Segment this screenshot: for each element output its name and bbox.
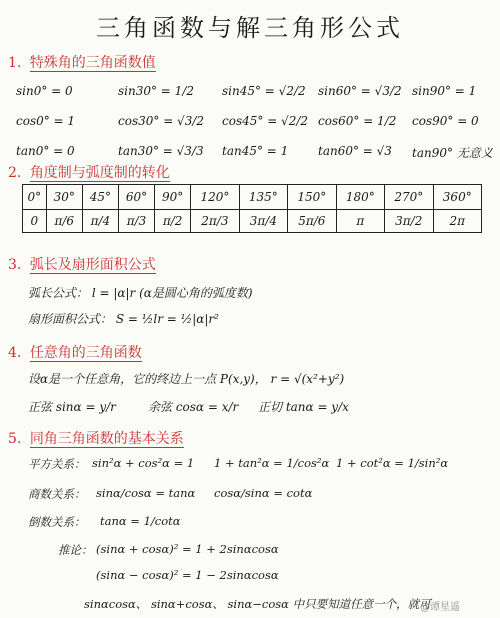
section-2-number: 2. xyxy=(8,165,22,181)
square-relation-2: 1 + tan²α = 1/cos²α xyxy=(214,456,330,470)
tan-60: tan60° = √3 xyxy=(318,144,392,158)
rad-cell: 0 xyxy=(23,210,47,233)
any-angle-definition: 设α是一个任意角，它的终边上一点 P(x,y)， r = √(x²+y²) xyxy=(28,372,345,386)
inference-2: (sinα − cosα)² = 1 − 2sinαcosα xyxy=(96,568,279,582)
rad-cell: π/4 xyxy=(82,210,118,233)
deg-cell: 360° xyxy=(433,185,482,210)
section-5-title: 同角三角函数的基本关系 xyxy=(29,431,184,447)
arc-length-formula: 弧长公式： l = |α|r (α是圆心角的弧度数) xyxy=(28,286,253,300)
cos-90: cos90° = 0 xyxy=(412,114,479,128)
section-3-title: 弧长及扇形面积公式 xyxy=(29,257,156,273)
deg-cell: 180° xyxy=(336,185,384,210)
rad-cell: 5π/6 xyxy=(288,210,336,233)
cosine-definition: 余弦 cosα = x/r xyxy=(148,400,239,414)
page-title: 三角函数与解三角形公式 xyxy=(96,14,404,42)
section-4-title: 任意角的三角函数 xyxy=(29,345,142,361)
section-4-heading xyxy=(8,342,142,362)
cos-30: cos30° = √3/2 xyxy=(118,114,205,128)
inference-1: (sinα + cosα)² = 1 + 2sinαcosα xyxy=(96,542,279,556)
square-label: 平方关系： xyxy=(28,457,86,471)
conversion-table xyxy=(22,184,482,233)
rad-cell: 2π/3 xyxy=(191,210,239,233)
square-relation-3: 1 + cot²α = 1/sin²α xyxy=(336,456,449,470)
sin-30: sin30° = 1/2 xyxy=(118,84,194,98)
tan-0: tan0° = 0 xyxy=(16,144,75,158)
rad-cell: π xyxy=(336,210,384,233)
section-5-heading xyxy=(8,428,184,448)
tan-45: tan45° = 1 xyxy=(222,144,289,158)
deg-cell: 270° xyxy=(385,185,433,210)
cos-60: cos60° = 1/2 xyxy=(318,114,397,128)
sine-definition: 正弦 sinα = y/r xyxy=(28,400,116,414)
section-3-heading xyxy=(8,254,156,274)
deg-cell: 90° xyxy=(155,185,191,210)
reciprocal-label: 倒数关系： xyxy=(28,515,86,529)
watermark: @谭星遥 xyxy=(420,602,460,613)
sin-90: sin90° = 1 xyxy=(412,84,477,98)
sin-0: sin0° = 0 xyxy=(16,84,73,98)
deg-cell: 45° xyxy=(82,185,118,210)
reciprocal-relation-1: tanα = 1/cotα xyxy=(100,514,181,528)
inference-3: sinαcosα、 sinα+cosα、 sinα−cosα 中只要知道任意一个，就可 xyxy=(84,597,431,611)
rad-cell: 2π xyxy=(433,210,482,233)
square-relation-1: sin²α + cos²α = 1 xyxy=(92,456,195,470)
rad-cell: π/6 xyxy=(46,210,82,233)
tan-90: tan90° 无意义 xyxy=(412,146,493,160)
deg-cell: 150° xyxy=(288,185,336,210)
section-2-title: 角度制与弧度制的转化 xyxy=(29,165,170,181)
degree-row xyxy=(23,185,482,210)
sin-60: sin60° = √3/2 xyxy=(318,84,402,98)
quotient-relation-1: sinα/cosα = tanα xyxy=(96,486,196,500)
deg-cell: 135° xyxy=(239,185,287,210)
radian-row xyxy=(23,210,482,233)
rad-cell: 3π/4 xyxy=(239,210,287,233)
inference-label: 推论： xyxy=(58,543,93,557)
section-1-title: 特殊角的三角函数值 xyxy=(29,55,156,71)
section-4-number: 4. xyxy=(8,345,22,361)
section-2-heading xyxy=(8,162,170,182)
sin-45: sin45° = √2/2 xyxy=(222,84,306,98)
sector-area-formula: 扇形面积公式： S = ½lr = ½|α|r² xyxy=(28,312,219,326)
deg-cell: 0° xyxy=(23,185,47,210)
cos-0: cos0° = 1 xyxy=(16,114,76,128)
deg-cell: 30° xyxy=(46,185,82,210)
cos-45: cos45° = √2/2 xyxy=(222,114,309,128)
quotient-relation-2: cosα/sinα = cotα xyxy=(214,486,313,500)
section-1-number: 1. xyxy=(8,55,22,71)
rad-cell: π/3 xyxy=(118,210,154,233)
tangent-definition: 正切 tanα = y/x xyxy=(258,400,349,414)
deg-cell: 60° xyxy=(118,185,154,210)
section-3-number: 3. xyxy=(8,257,22,273)
rad-cell: 3π/2 xyxy=(385,210,433,233)
quotient-label: 商数关系： xyxy=(28,487,86,501)
tan-30: tan30° = √3/3 xyxy=(118,144,204,158)
section-1-heading xyxy=(8,52,156,72)
section-5-number: 5. xyxy=(8,431,22,447)
deg-cell: 120° xyxy=(191,185,239,210)
rad-cell: π/2 xyxy=(155,210,191,233)
